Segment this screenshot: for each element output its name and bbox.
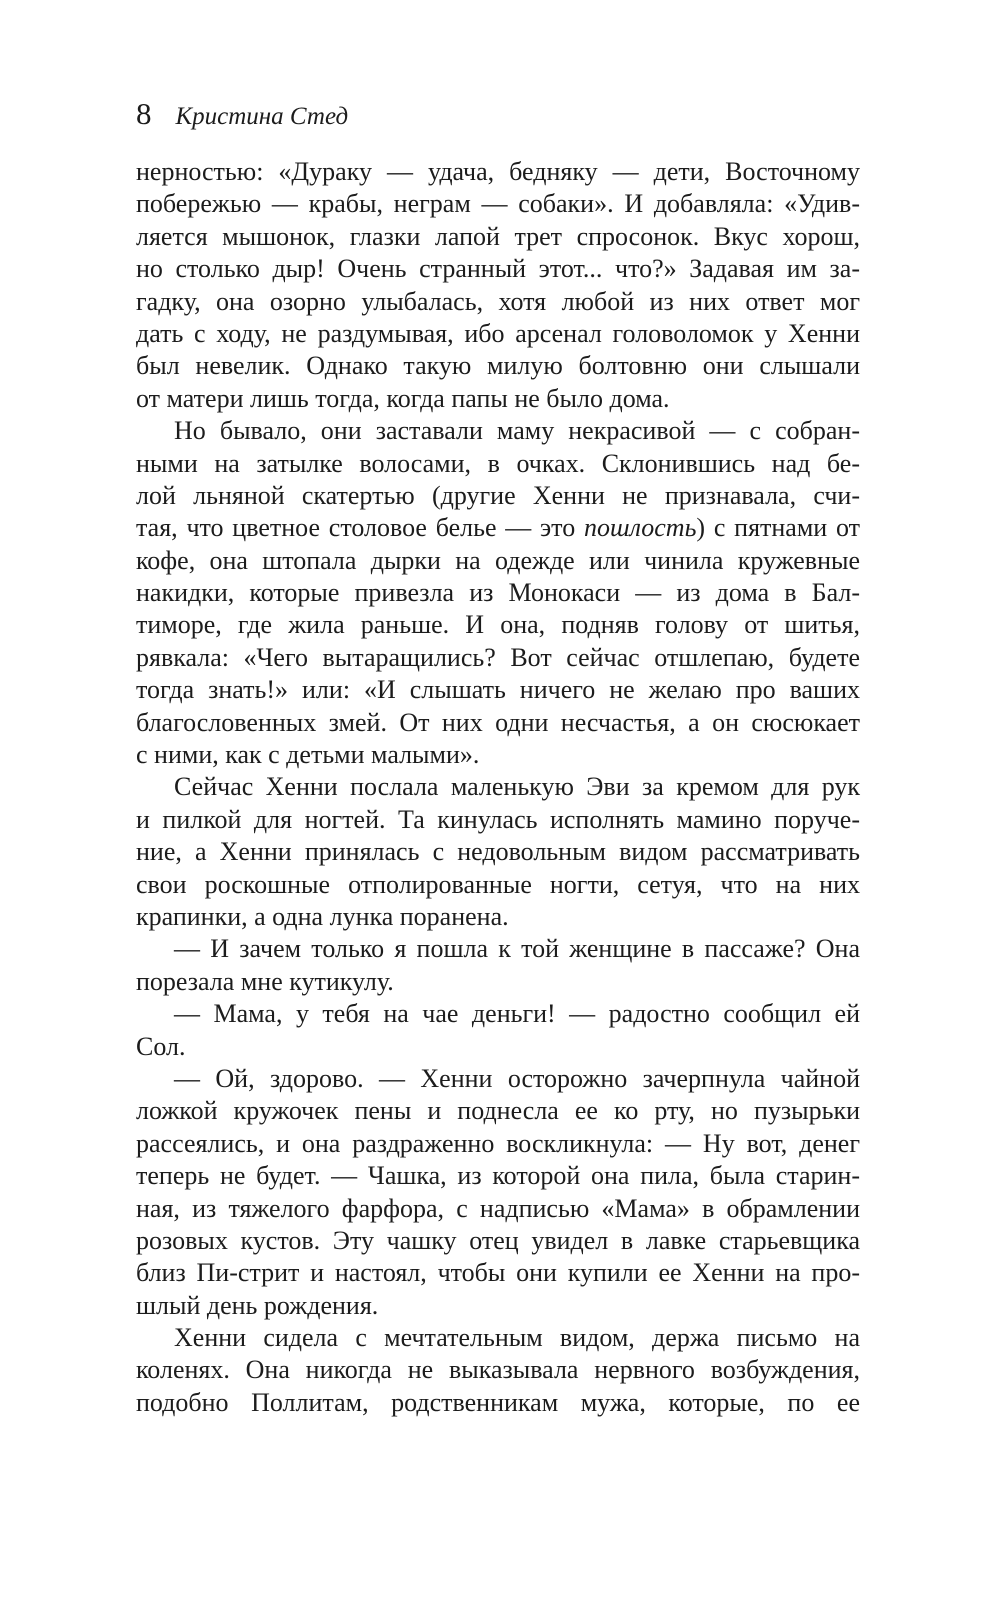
running-head: Кристина Стед <box>175 103 349 130</box>
text-segment: ) с пятнами от <box>696 513 860 543</box>
text-line: но столько дыр! Очень странный этот... что?» Задавая им за- <box>136 254 860 284</box>
text-line: кофе, она штопала дырки на одежде или чинила кружевные <box>136 545 860 575</box>
text-line: ние, а Хенни принялась с недовольным видом рассматривать <box>136 837 860 867</box>
text-line: крапинки, а одна лунка поранена. <box>136 901 509 931</box>
text-line: нерностью: «Дураку — удача, бедняку — дети, Восточному <box>136 157 860 186</box>
text-line: розовых кустов. Эту чашку отец увидел в лавке старьевщика <box>136 1225 860 1255</box>
text-line: теперь не будет. — Чашка, из которой она пила, была старин- <box>136 1161 860 1191</box>
text-line: подобно Поллитам, родственникам мужа, которые, по ее <box>136 1387 860 1417</box>
page-number: 8 <box>136 96 152 131</box>
text-line: лой льняной скатертью (другие Хенни не признавала, счи- <box>136 480 860 510</box>
text-line: — И зачем только я пошла к той женщине в пассаже? Она <box>174 934 860 964</box>
body-text <box>136 156 860 1419</box>
text-line: рассеялись, и она раздраженно воскликнула: — Ну вот, денег <box>136 1128 860 1158</box>
text-line: благословенных змей. От них одни несчастья, а он сюсюкает <box>136 707 860 737</box>
text-line: Хенни сидела с мечтательным видом, держа письмо на <box>174 1323 860 1353</box>
text-line: от матери лишь тогда, когда папы не было дома. <box>136 383 670 413</box>
text-line: рявкала: «Чего вытаращились? Вот сейчас отшлепаю, будете <box>136 642 860 672</box>
text-line: свои роскошные отполированные ногти, сетуя, что на них <box>136 869 860 899</box>
text-line: ложкой кружочек пены и поднесла ее ко рту, но пузырьки <box>136 1096 860 1126</box>
text-line: коленях. Она никогда не выказывала нервного возбуждения, <box>136 1355 860 1385</box>
text-line: ная, из тяжелого фарфора, с надписью «Мама» в обрамлении <box>136 1193 860 1223</box>
text-line: — Ой, здорово. — Хенни осторожно зачерпнула чайной <box>174 1063 860 1093</box>
text-segment: тая, что цветное столовое белье — это <box>136 513 584 543</box>
text-line: близ Пи-стрит и настоял, чтобы они купили ее Хенни на про- <box>136 1258 860 1288</box>
text-line: и пилкой для ногтей. Та кинулась исполнять мамино поруче- <box>136 804 860 834</box>
text-line: Сол. <box>136 1031 186 1061</box>
text-line: с ними, как с детьми малыми». <box>136 740 480 770</box>
text-line: ными на затылке волосами, в очках. Склонившись над бе- <box>136 448 860 478</box>
text-line: ляется мышонок, глазки лапой трет спросонок. Вкус хорош, <box>136 221 860 251</box>
text-line: Сейчас Хенни послала маленькую Эви за кремом для рук <box>174 772 860 802</box>
emphasized-word: пошлость <box>583 513 697 543</box>
text-line: шлый день рождения. <box>136 1290 379 1320</box>
text-line: порезала мне кутикулу. <box>136 966 394 996</box>
text-line: тиморе, где жила раньше. И она, подняв голову от шитья, <box>136 610 860 640</box>
text-line: накидки, которые привезла из Монокаси — из дома в Бал- <box>136 578 860 608</box>
text-line: гадку, она озорно улыбалась, хотя любой из них ответ мог <box>136 286 860 316</box>
text-line: дать с ходу, не раздумывая, ибо арсенал головоломок у Хенни <box>136 318 860 348</box>
text-line <box>136 512 860 544</box>
text-line: был невелик. Однако такую милую болтовню они слышали <box>136 351 860 381</box>
text-line: тогда знать!» или: «И слышать ничего не желаю про ваших <box>136 675 860 705</box>
text-line: — Мама, у тебя на чае деньги! — радостно сообщил ей <box>174 999 860 1029</box>
text-line: Но бывало, они заставали маму некрасивой — с собран- <box>174 416 860 446</box>
text-line: побережью — крабы, неграм — собаки». И добавляла: «Удив- <box>136 189 860 219</box>
page-header <box>136 96 348 140</box>
